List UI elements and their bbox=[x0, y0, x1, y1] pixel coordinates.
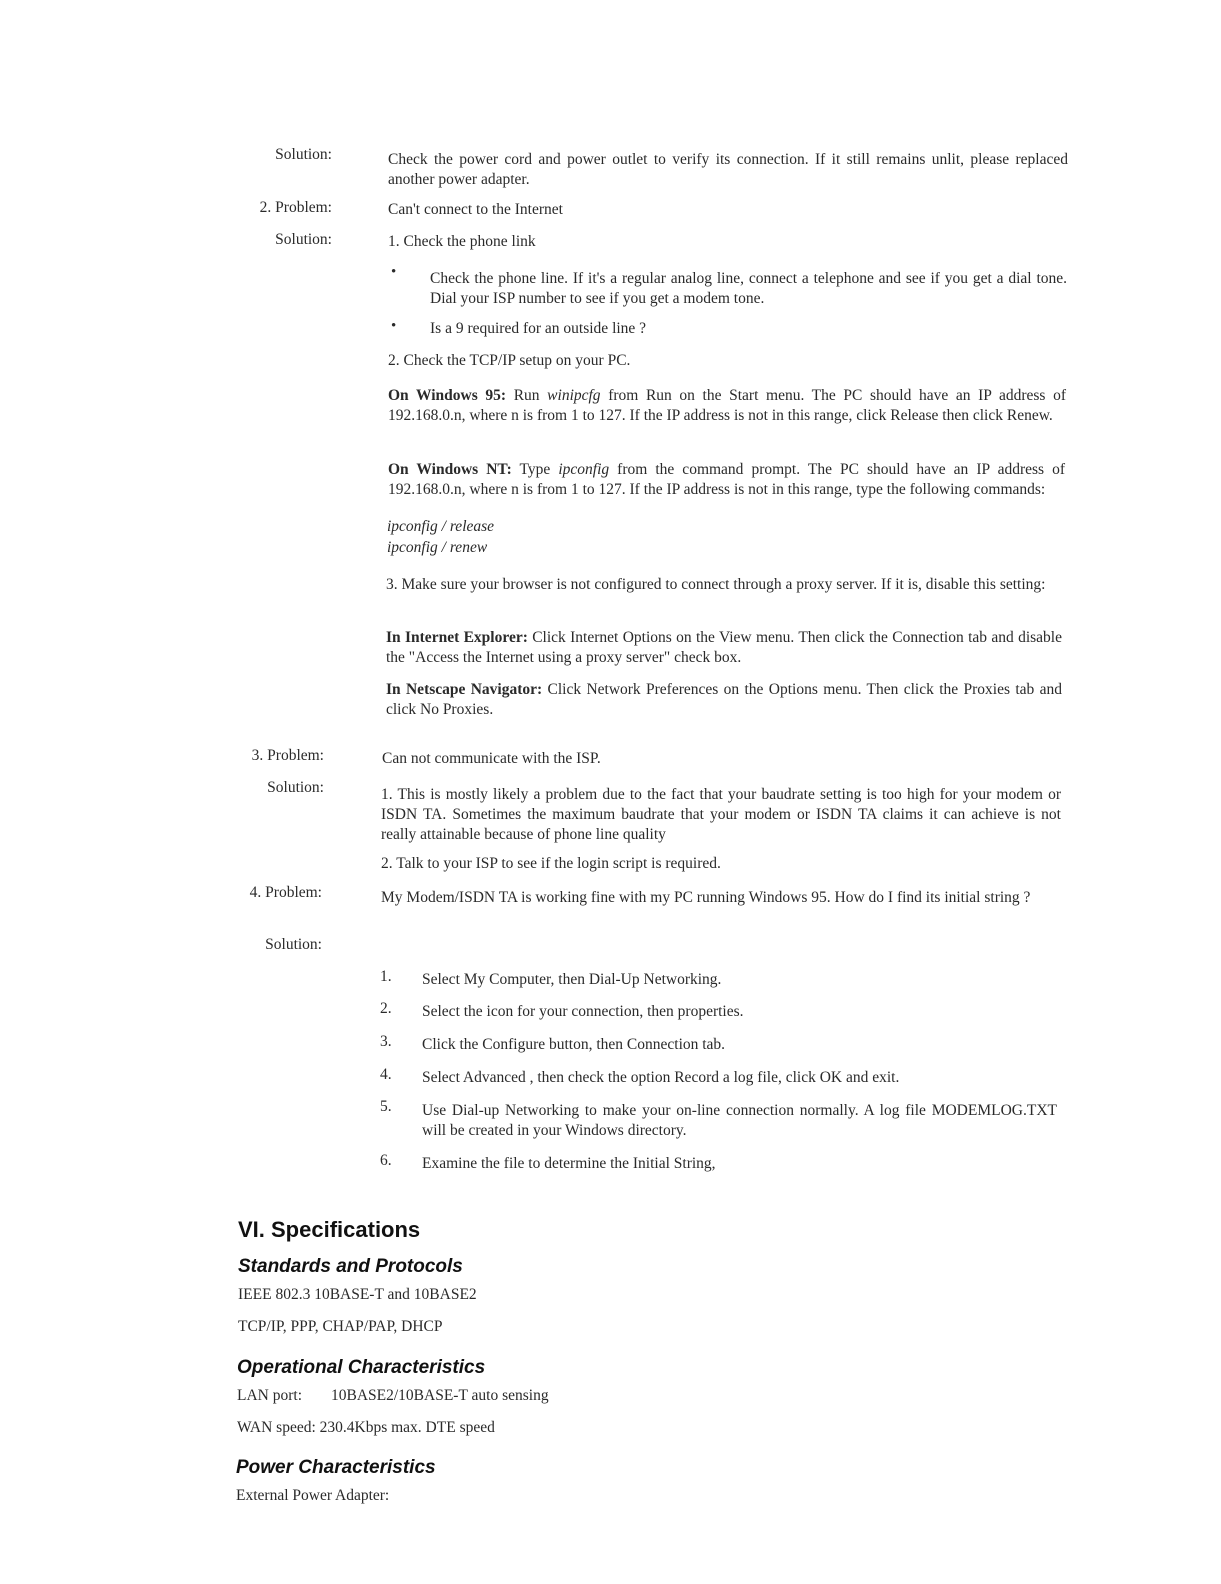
solution-text: Check the power cord and power outlet to verify its connection. If it still remains unlit, please replaced another power adapter. bbox=[388, 151, 1068, 188]
problem-text: My Modem/ISDN TA is working fine with my PC running Windows 95. How do I find its initial string ? bbox=[381, 889, 1031, 906]
solution-label: Solution: bbox=[275, 231, 332, 248]
step-text: Examine the file to determine the Initial String, bbox=[422, 1155, 716, 1172]
step-text: Use Dial-up Networking to make your on-line connection normally. A log file MODEMLOG.TXT will be created in your Windows directory. bbox=[422, 1102, 1057, 1139]
subsection-heading: Operational Characteristics bbox=[237, 1357, 486, 1378]
windows95-text: Run bbox=[506, 387, 548, 404]
problem-text: Can't connect to the Internet bbox=[388, 201, 563, 218]
problem-label: 4. Problem: bbox=[249, 884, 322, 901]
windowsnt-label: On Windows NT: bbox=[388, 461, 512, 478]
windowsnt-instructions bbox=[388, 460, 1065, 500]
bullet-item: Is a 9 required for an outside line ? bbox=[430, 320, 647, 337]
spec-line: TCP/IP, PPP, CHAP/PAP, DHCP bbox=[238, 1318, 443, 1335]
spec-line: WAN speed: 230.4Kbps max. DTE speed bbox=[237, 1419, 495, 1436]
netscape-instructions bbox=[386, 680, 1062, 720]
step-number: 2. bbox=[380, 1000, 392, 1017]
bullet-icon: • bbox=[391, 264, 397, 280]
step-text: Select the icon for your connection, then properties. bbox=[422, 1003, 744, 1020]
problem-text: Can not communicate with the ISP. bbox=[382, 750, 601, 767]
spec-line: IEEE 802.3 10BASE-T and 10BASE2 bbox=[238, 1286, 477, 1303]
windowsnt-text: from the command prompt. The PC should have an IP address of 192.168.0.n, where n is from 1 to 127. If the IP address is not in this range, type the following commands: bbox=[388, 461, 1065, 498]
ie-label: In Internet Explorer: bbox=[386, 629, 528, 646]
windows95-instructions bbox=[388, 386, 1066, 426]
solution-step: 3. Make sure your browser is not configured to connect through a proxy server. If it is, disable this setting: bbox=[386, 576, 1046, 593]
subsection-heading: Power Characteristics bbox=[236, 1457, 436, 1478]
subsection-heading: Standards and Protocols bbox=[238, 1256, 463, 1277]
step-text: Click the Configure button, then Connection tab. bbox=[422, 1036, 726, 1053]
spec-label: LAN port: bbox=[237, 1387, 303, 1404]
windowsnt-text: Type bbox=[511, 461, 559, 478]
windows95-text: from Run on the Start menu. The PC should have an IP address of 192.168.0.n, where n is from 1 to 127. If the IP address is not in this range, click Release then click Renew. bbox=[388, 387, 1066, 424]
solution-step: 2. Talk to your ISP to see if the login script is required. bbox=[381, 855, 721, 872]
solution-label: Solution: bbox=[267, 779, 324, 796]
solution-label: Solution: bbox=[275, 146, 332, 163]
bullet-item: Check the phone line. If it's a regular analog line, connect a telephone and see if you get a dial tone. Dial your ISP number to see if you get a modem tone. bbox=[430, 270, 1067, 307]
solution-step: 1. This is mostly likely a problem due to the fact that your baudrate setting is too high for your modem or ISDN TA. Sometimes the maximum baudrate that your modem or ISDN TA claims it can achieve is not really attainable because of phone line quality bbox=[381, 786, 1061, 843]
ipconfig-command: ipconfig bbox=[558, 461, 610, 478]
step-text: Select My Computer, then Dial-Up Networking. bbox=[422, 971, 722, 988]
step-text: Select Advanced , then check the option Record a log file, click OK and exit. bbox=[422, 1069, 900, 1086]
netscape-label: In Netscape Navigator: bbox=[386, 681, 543, 698]
ie-text: Click Internet Options on the View menu. Then click the Connection tab and disable the "Access the Internet using a proxy server" check box. bbox=[386, 629, 1062, 666]
netscape-text: Click Network Preferences on the Options menu. Then click the Proxies tab and click No Proxies. bbox=[386, 681, 1062, 718]
step-number: 1. bbox=[380, 968, 392, 985]
windows95-label: On Windows 95: bbox=[388, 387, 507, 404]
section-heading: VI. Specifications bbox=[238, 1217, 421, 1242]
command-line: ipconfig / renew bbox=[387, 539, 488, 556]
step-number: 5. bbox=[380, 1098, 392, 1115]
step-number: 6. bbox=[380, 1152, 392, 1169]
solution-step: 1. Check the phone link bbox=[388, 233, 536, 250]
solution-step: 2. Check the TCP/IP setup on your PC. bbox=[388, 352, 631, 369]
step-number: 4. bbox=[380, 1066, 392, 1083]
step-number: 3. bbox=[380, 1033, 392, 1050]
spec-line: External Power Adapter: bbox=[236, 1487, 390, 1504]
bullet-icon: • bbox=[391, 318, 397, 334]
problem-label: 3. Problem: bbox=[251, 747, 324, 764]
command-line: ipconfig / release bbox=[387, 518, 495, 535]
problem-label: 2. Problem: bbox=[259, 199, 332, 216]
spec-value: 10BASE2/10BASE-T auto sensing bbox=[331, 1387, 549, 1404]
ie-instructions bbox=[386, 628, 1062, 668]
winipcfg-command: winipcfg bbox=[547, 387, 601, 404]
solution-label: Solution: bbox=[265, 936, 322, 953]
